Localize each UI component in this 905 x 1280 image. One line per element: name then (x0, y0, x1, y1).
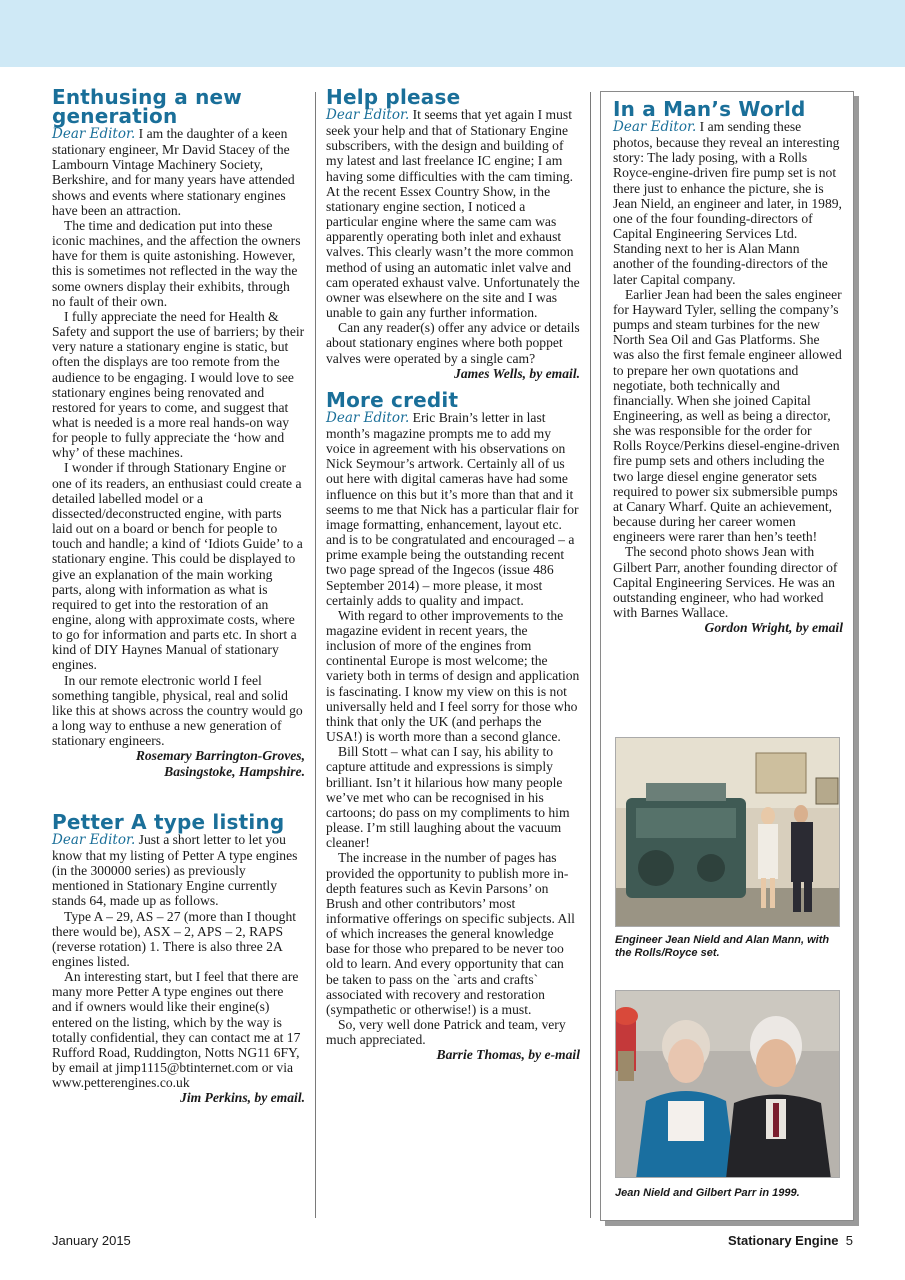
paragraph: In our remote electronic world I feel something tangible, physical, real and solid like this at shows across the country would go a long way to enthuse a new generation of stationary engineers. (52, 672, 303, 749)
headline-help: Help please (326, 85, 461, 109)
paragraph: I am sending these photos, because they reveal an interesting story: The lady posing, with a Rolls Royce-engine-driven fire pump set is not there just to enhance the picture, she is Jean Nield, an engineer and later, in 1989, one of the four founding-directors of Capital Engineering Services Ltd. Standing next to her is Alan Mann another of the founding-directors of the later Capital company. (613, 119, 842, 287)
salutation: Dear Editor. (326, 409, 410, 426)
column-rule (590, 92, 591, 1218)
letter-help (326, 107, 580, 381)
sidebar-box (600, 91, 854, 1221)
headline-petter: Petter A type listing (52, 809, 285, 834)
signature: Barrie Thomas, by e-mail (436, 1047, 580, 1063)
paragraph: Bill Stott – what can I say, his ability to capture attitude and expressions is simply brilliant. Isn’t it hilarious how many people we’ve met who can be recognised in his cartoons; do pass on my compliments to him please. I’m still laughing about the vacuum cleaner! (326, 744, 570, 851)
footer-date: January 2015 (52, 1233, 131, 1248)
paragraph: Type A – 29, AS – 27 (more than I thought there would be), ASX – 2, APS – 2, RAPS (reverse rotation) 1. There is also three 2A engines listed. (52, 908, 297, 969)
photo-engine-room (615, 737, 840, 927)
photo-jean-gilbert (615, 990, 840, 1178)
signature: Rosemary Barrington-Groves, (135, 748, 305, 764)
page-number: 5 (845, 1233, 853, 1248)
headline-enthusing: Enthusing a new generation (52, 85, 242, 128)
paragraph: I wonder if through Stationary Engine or one of its readers, an enthusiast could create a detailed labelled model or a dissected/deconstructed engine, with parts laid out on a board or bench for people to touch and handle; a kind of ‘Idiots Guide’ to a stationary engine. This could be displayed to give an explanation of the main working parts, along with information as what is required to get into the restoration of an engine, along with approximate costs, where to go for information and parts etc. In short a kind of DIY Haynes Manual of stationary engines. (52, 460, 303, 673)
paragraph: Eric Brain’s letter in last month’s magazine prompts me to add my voice in agreement with his observations on Nick Seymour’s artwork. Certainly all of us out here with digital cameras have had some influence on this but it’s more than that and it seems to me that Nick has a particular flair for image formatting, enhancement, layout etc. and is to be congratulated and encouraged – a prime example being the outstanding recent two page spread of the Ingecos (issue 486 September 2014) – more please, it most certainly adds to quality and impact. (326, 409, 579, 608)
paragraph: Earlier Jean had been the sales engineer for Hayward Tyler, selling the company’s pumps and steam turbines for the new North Sea Oil and Gas Platforms. She was also the first female engineer allowed to prepare her own quotations and negotiate, both technically and financially. When she joined Capital Engineering, as well as being a director, she was responsible for the order for Rolls Royce/Perkins diesel-engine-driven fire pump sets and others including the two large diesel engine generator sets required to power six submersible pumps at Canary Wharf. Quite an achievement, because during her career women engineers were rarer than hen’s teeth! (613, 286, 842, 545)
letter-credit (326, 410, 580, 1063)
signature-location: Basingstoke, Hampshire. (164, 763, 305, 779)
paragraph: The increase in the number of pages has provided the opportunity to publish more in-depth features such as Kevin Parsons’ on Brush and other contributors’ most informative offerings on specific subjects. All of which increases the general knowledge base for those who prepared to be never too old to learn. And every opportunity that can be taken to pass on the `arts and crafts` associated with recovery and restoration (sympathetic or otherwise!) is a must. (326, 850, 575, 1017)
header-band (0, 0, 905, 67)
column-left (52, 85, 305, 1106)
letter-enthusing (52, 126, 305, 779)
photo-caption: Jean Nield and Gilbert Parr in 1999. (615, 1187, 800, 1199)
photo-caption: Engineer Jean Nield and Alan Mann, with the Rolls/Royce set. (615, 934, 830, 959)
paragraph: Just a short letter to let you know that my listing of Petter A type engines (in the 300000 series) as previously mentioned in Stationary Engine currently stands 64, made up as follows. (52, 831, 298, 909)
sidebar-letter (613, 97, 843, 636)
paragraph: With regard to other improvements to the magazine evident in recent years, the inclusion of more of the engines from continental Europe is most welcome; the variety both in terms of design and application is fascinating. I know my view on this is not universally held and I feel sorry for those who think that only the UK (and perhaps the USA!) is worth more than a second glance. (326, 607, 580, 745)
paragraph: I am the daughter of a keen stationary engineer, Mr David Stacey of the Lambourn Vintage Machinery Society, Berkshire, and for many years have attended shows and events where stationary engines have been an attraction. (52, 126, 295, 218)
footer-folio (728, 1233, 853, 1248)
salutation: Dear Editor. (326, 107, 410, 123)
paragraph: I fully appreciate the need for Health & Safety and support the use of barriers; by their very nature a stationary engine is static, but often the displays are too remote from the audience to be engaging. I would love to see stationary engines being renovated and restored for years to come, and suggest that what is needed is a more real hands-on way for people to fully appreciate the ‘how and why’ of these machines. (52, 308, 305, 461)
paragraph: So, very well done Patrick and team, very much appreciated. (326, 1017, 566, 1048)
headline-credit: More credit (326, 387, 459, 412)
signature: Jim Perkins, by email. (180, 1090, 305, 1106)
paragraph: The second photo shows Jean with Gilbert Parr, another founding director of Capital Engineering Services. He was an outstanding engineer, who had worked with Barnes Wallace. (613, 544, 838, 620)
headline-mans-world: In a Man’s World (613, 97, 806, 121)
paragraph: An interesting start, but I feel that there are many more Petter A type engines out there and if owners would like their engine(s) entered on the listing, which by the way is totally confidential, they can contact me at 17 Rufford Road, Ruddington, Notts NG11 6FY, by email at jimp1115@btinternet.com or via www.petterengines.co.uk (52, 969, 301, 1091)
signature: Gordon Wright, by email (704, 620, 843, 636)
salutation: Dear Editor. (613, 119, 697, 135)
signature: James Wells, by email. (454, 365, 580, 381)
paragraph: Can any reader(s) offer any advice or details about stationary engines where both poppet valves were operated by a single cam? (326, 320, 580, 366)
salutation: Dear Editor. (52, 126, 136, 142)
letter-petter (52, 832, 305, 1106)
column-middle (326, 85, 580, 1063)
column-rule (315, 92, 316, 1218)
paragraph: It seems that yet again I must seek your help and that of Stationary Engine subscribers, with the design and building of my latest and last freelance IC engine; I am having some difficulties with the cam timing. At the recent Essex Country Show, in the stationary engine section, I noticed a particular engine where the same cam was apparently operating both inlet and exhaust valves. This clearly wasn’t the more common method of using an automatic inlet valve and cam operated exhaust valve. Unfortunately the owner was elsewhere on the site and I was unable to gain any further information. (326, 107, 580, 321)
salutation: Dear Editor. (52, 831, 136, 848)
paragraph: The time and dedication put into these iconic machines, and the affection the owners have for them is quite astonishing. However, this is sometimes not reflected in the way the some owners display their exhibits, through no fault of their own. (52, 217, 301, 309)
magazine-name: Stationary Engine (728, 1233, 839, 1248)
